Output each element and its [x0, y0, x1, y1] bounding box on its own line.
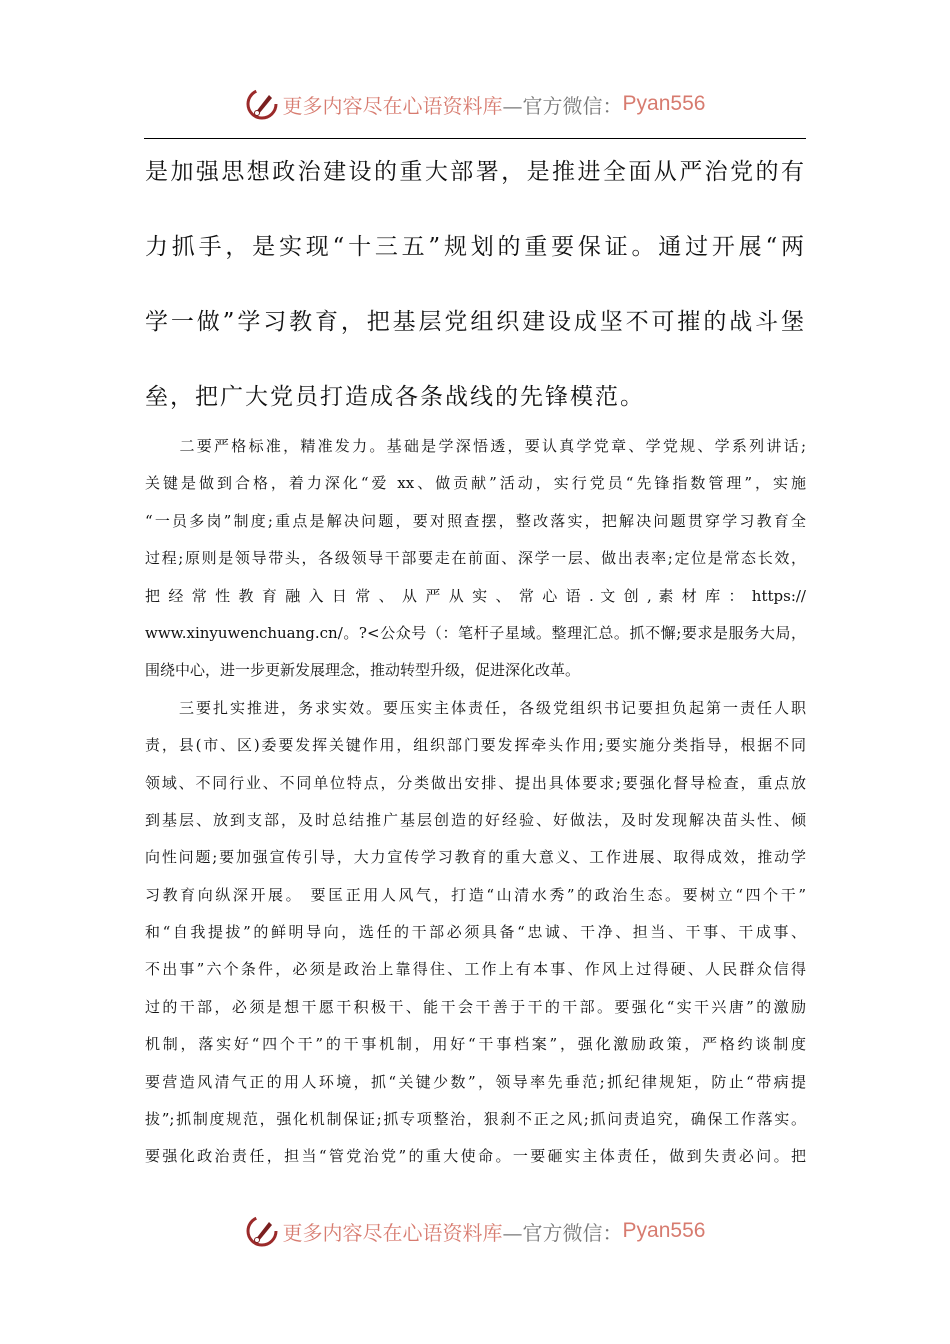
text-line: 到基层、放到支部，及时总结推广基层创造的好经验、好做法，及时发现解决苗头性、倾 [145, 810, 806, 829]
large-paragraph [145, 147, 806, 447]
text-line: www.xinyuwenchuang.cn/。?<公众号（：笔杆子星域。整理汇总。抓不懈;要求是服务大局， [145, 623, 806, 642]
footer-banner [0, 1211, 950, 1251]
text-line: 学一做”学习教育，把基层党组织建设成坚不可摧的战斗堡 [145, 309, 806, 335]
text-line: 责，县(市、区)委要发挥关键作用，组织部门要发挥牵头作用;要实施分类指导，根据不同 [145, 736, 806, 755]
text-line: 领域、不同行业、不同单位特点，分类做出安排、提出具体要求;要强化督导检查，重点放 [145, 773, 806, 792]
text-line: 把 经 常 性 教 育 融 入 日 常 、 从 严 从 实 、 常 心 语 . 文 创 , 素 材 库 ： https:// [145, 586, 806, 605]
text-line: 习教育向纵深开展。 要匡正用人风气，打造“山清水秀”的政治生态。要树立“四个干” [145, 885, 806, 904]
text-line: 围绕中心，进一步更新发展理念，推动转型升级，促进深化改革。 [145, 661, 581, 680]
body-paragraphs [145, 428, 806, 1176]
text-line: 力抓手，是实现“十三五”规划的重要保证。通过开展“两 [145, 234, 806, 260]
pen-logo-icon [245, 1214, 279, 1248]
banner-text-wechat: —官方微信： [502, 93, 623, 118]
text-line: 机制，落实好“四个干”的干事机制，用好“干事档案”，强化激励政策，严格约谈制度 [145, 1035, 806, 1054]
text-line: “一员多岗”制度;重点是解决问题，要对照查摆，整改落实，把解决问题贯穿学习教育全 [145, 511, 806, 530]
text-line: 关键是做到合格，着力深化“爱 xx、做贡献”活动，实行党员“先锋指数管理”，实施 [145, 474, 806, 493]
text-line: 要营造风清气正的用人环境，抓“关键少数”，领导率先垂范;抓纪律规矩，防止“带病提 [145, 1072, 806, 1091]
header-banner [0, 84, 950, 124]
text-line: 拔”;抓制度规范，强化机制保证;抓专项整治，狠刹不正之风;抓问责追究，确保工作落实。 [145, 1110, 806, 1129]
text-line: 和“自我提拔”的鲜明导向，选任的干部必须具备“忠诚、干净、担当、干事、干成事、 [145, 923, 806, 942]
text-line: 向性问题;要加强宣传引导，大力宣传学习教育的重大意义、工作进展、取得成效，推动学 [145, 848, 806, 867]
text-line: 二要严格标准，精准发力。基础是学深悟透，要认真学党章、学党规、学系列讲话; [145, 437, 806, 455]
text-line: 过程;原则是领导带头，各级领导干部要走在前面、深学一层、做出表率;定位是常态长效， [145, 549, 806, 568]
text-line: 垒，把广大党员打造成各条战线的先锋模范。 [145, 384, 645, 410]
header-divider [144, 138, 806, 139]
text-line: 过的干部，必须是想干愿干积极干、能干会干善于干的干部。要强化“实干兴唐”的激励 [145, 997, 806, 1016]
text-line: 不出事”六个条件，必须是政治上靠得住、工作上有本事、作风上过得硬、人民群众信得 [145, 960, 806, 979]
text-line: 要强化政治责任，担当“管党治党”的重大使命。一要砸实主体责任，做到失责必问。把 [145, 1147, 806, 1166]
banner-text-id: Pyan556 [622, 92, 706, 115]
banner-text-wechat: —官方微信： [502, 1220, 623, 1245]
banner-text-library: 更多内容尽在心语资料库 [282, 1220, 503, 1245]
text-line: 三要扎实推进，务求实效。要压实主体责任，各级党组织书记要担负起第一责任人职 [145, 698, 806, 717]
banner-text-id: Pyan556 [622, 1219, 706, 1242]
text-line: 是加强思想政治建设的重大部署，是推进全面从严治党的有 [145, 159, 806, 185]
banner-text-library: 更多内容尽在心语资料库 [282, 93, 503, 118]
pen-logo-icon [245, 87, 279, 121]
